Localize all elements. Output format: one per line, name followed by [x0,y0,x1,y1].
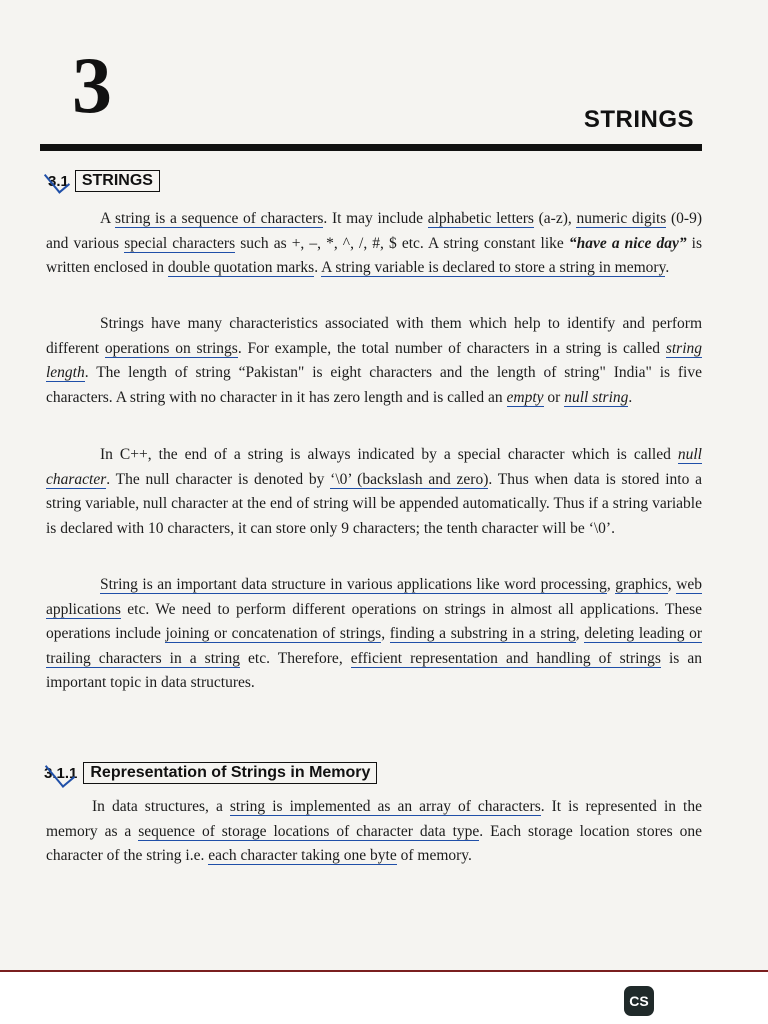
section-title: STRINGS [75,170,160,192]
chapter-title: STRINGS [583,106,694,133]
paragraph-string-representation: In data structures, a string is implemented as an array of characters. It is represented in the memory as a sequence of storage locations of character data type. Each storage location stores one character of the string i.e. each character taking one byte of memory. [46,798,702,865]
chapter-number: 3 [72,42,112,130]
paragraph-null-character: In C++, the end of a string is always indicated by a special character which is called null character. The null character is denoted by ‘\0’ (backslash and zero). Thus when data is stored into a string variable, null character at the end of string will be appended automatically. Thus if a string variable is declared with 10 characters, it can store only 9 characters; the tenth character will be ‘\0’. [46,446,702,537]
paragraph-string-characteristics: Strings have many characteristics associated with them which help to identify and perform different operations on strings. For example, the total number of characters in a string is called string length. The length of string “Pakistan" is eight characters and the length of string" India" is five characters. A string with no character in it has zero length and is called an empty or null string. [46,315,703,406]
section-heading-3-1-1 [44,762,377,784]
section-number: 3.1.1 [44,764,78,782]
camscanner-logo: CS [624,986,654,1016]
paragraph-string-applications: String is an important data structure in various applications like word processing, graphics, web applications etc. We need to perform different operations on strings in almost all applications. These operations include joining or concatenation of strings, finding a substring in a string, deleting leading or trailing characters in a string etc. Therefore, efficient representation and handling of strings is an important topic in data structures. [46,576,703,692]
section-number: 3.1 [48,172,69,190]
paragraph-string-definition: A string is a sequence of characters. It may include alphabetic letters (a-z), numeric digits (0-9) and various special characters such as +, –, *, ^, /, #, $ etc. A string constant like “have a nice day” is written enclosed in double quotation marks. A string variable is declared to store a string in memory. [46,210,703,277]
section-title: Representation of Strings in Memory [83,762,377,784]
chapter-divider [40,144,702,151]
